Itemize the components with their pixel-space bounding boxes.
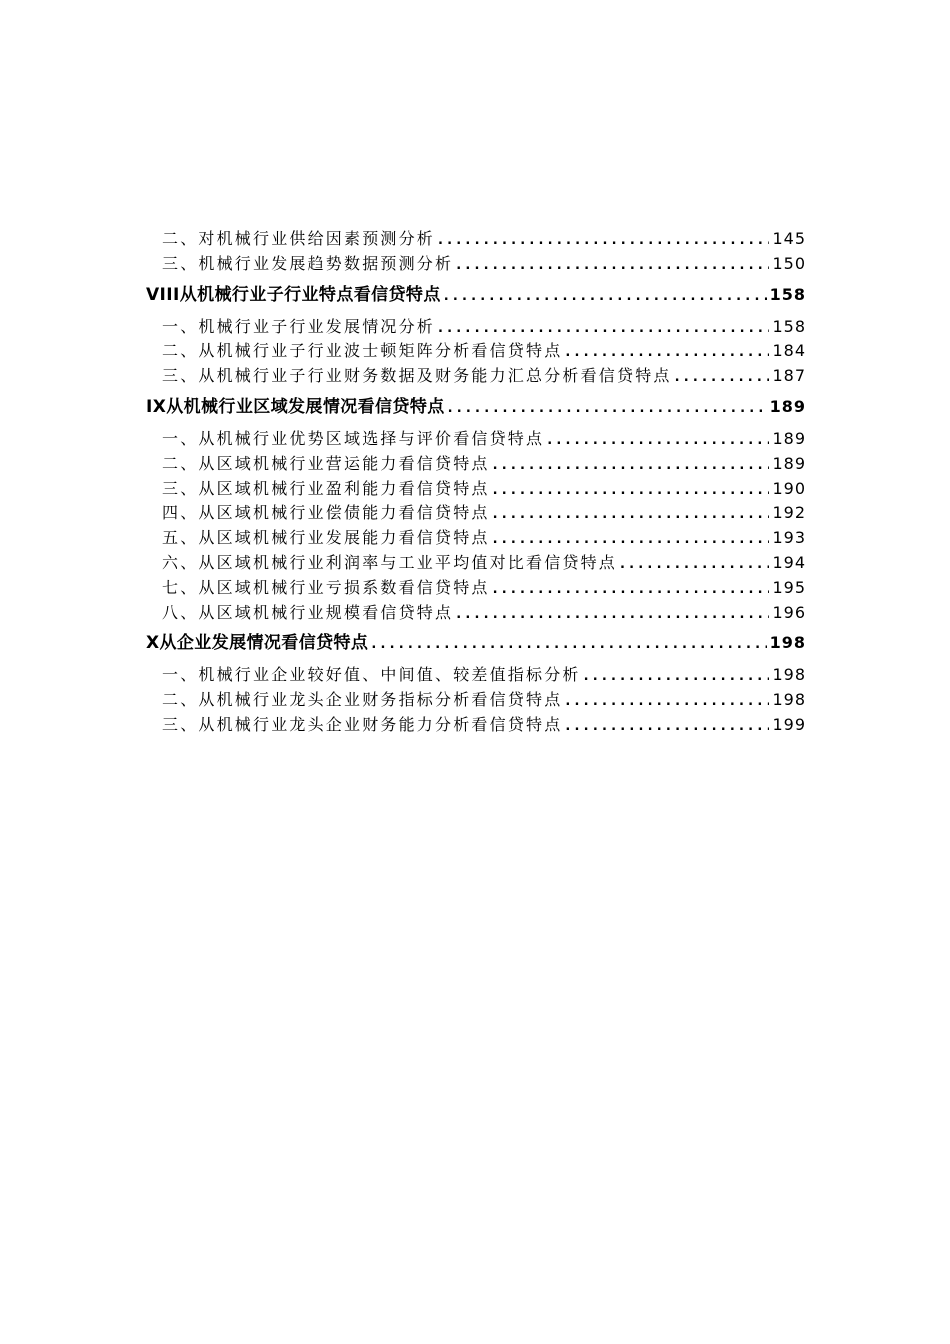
toc-entry-page: 145 bbox=[772, 229, 806, 248]
toc-entry[interactable] bbox=[146, 550, 806, 575]
toc-entry[interactable] bbox=[146, 575, 806, 600]
dot-leader bbox=[584, 669, 770, 684]
dot-leader bbox=[444, 289, 767, 304]
toc-entry-page: 158 bbox=[772, 316, 806, 336]
toc-entry[interactable] bbox=[146, 251, 806, 276]
toc-chapter-title: VIII从机械行业子行业特点看信贷特点 bbox=[146, 284, 441, 305]
toc-entry-page: 184 bbox=[772, 341, 806, 361]
toc-entry-title: 三、机械行业发展趋势数据预测分析 bbox=[162, 253, 454, 273]
toc-entry[interactable] bbox=[146, 451, 806, 476]
toc-entry-page: 193 bbox=[772, 528, 806, 548]
toc-entry[interactable] bbox=[146, 500, 806, 525]
toc-entry-title: 六、从区域机械行业利润率与工业平均值对比看信贷特点 bbox=[162, 552, 618, 572]
toc-chapter-title: X从企业发展情况看信贷特点 bbox=[146, 633, 369, 654]
toc-entry[interactable] bbox=[146, 712, 806, 737]
toc-entry[interactable] bbox=[146, 600, 806, 625]
dot-leader bbox=[565, 719, 769, 734]
toc-chapter[interactable] bbox=[146, 388, 806, 426]
toc-entry-title: 一、从机械行业优势区域选择与评价看信贷特点 bbox=[162, 428, 545, 448]
toc-entry[interactable] bbox=[146, 662, 806, 687]
toc-entry-page: 189 bbox=[772, 428, 806, 448]
toc-entry-page: 189 bbox=[772, 453, 806, 473]
toc-chapter[interactable] bbox=[146, 276, 806, 314]
toc-entry-page: 196 bbox=[772, 602, 806, 622]
dot-leader bbox=[493, 458, 770, 473]
toc-entry-page: 150 bbox=[772, 253, 806, 273]
dot-leader bbox=[565, 694, 769, 709]
toc-entry-title: 二、从机械行业子行业波士顿矩阵分析看信贷特点 bbox=[162, 341, 563, 361]
toc-entry-title: 五、从区域机械行业发展能力看信贷特点 bbox=[162, 528, 490, 548]
toc-entry-page: 192 bbox=[772, 503, 806, 523]
toc-entry-title: 二、对机械行业供给因素预测分析 bbox=[162, 229, 436, 248]
toc-chapter-page: 158 bbox=[769, 284, 806, 304]
dot-leader bbox=[448, 401, 767, 416]
dot-leader bbox=[565, 345, 769, 360]
toc-entry[interactable] bbox=[146, 426, 806, 451]
toc-entry-title: 四、从区域机械行业偿债能力看信贷特点 bbox=[162, 503, 490, 523]
dot-leader bbox=[371, 637, 766, 652]
dot-leader bbox=[620, 557, 769, 572]
toc-entry-page: 195 bbox=[772, 577, 806, 597]
toc-entry-page: 199 bbox=[772, 714, 806, 734]
dot-leader bbox=[493, 532, 770, 547]
dot-leader bbox=[456, 607, 769, 622]
toc-entry-title: 一、机械行业企业较好值、中间值、较差值指标分析 bbox=[162, 665, 581, 685]
toc-entry-title: 七、从区域机械行业亏损系数看信贷特点 bbox=[162, 577, 490, 597]
toc-chapter[interactable] bbox=[146, 624, 806, 662]
dot-leader bbox=[438, 233, 769, 248]
table-of-contents bbox=[146, 226, 806, 737]
toc-entry-title: 三、从区域机械行业盈利能力看信贷特点 bbox=[162, 478, 490, 498]
toc-entry-page: 198 bbox=[772, 665, 806, 685]
toc-entry-title: 三、从机械行业子行业财务数据及财务能力汇总分析看信贷特点 bbox=[162, 366, 672, 386]
toc-entry-page: 190 bbox=[772, 478, 806, 498]
dot-leader bbox=[547, 433, 769, 448]
toc-entry[interactable] bbox=[146, 525, 806, 550]
toc-entry[interactable] bbox=[146, 476, 806, 501]
toc-entry-title: 八、从区域机械行业规模看信贷特点 bbox=[162, 602, 454, 622]
dot-leader bbox=[493, 582, 770, 597]
dot-leader bbox=[493, 483, 770, 498]
toc-entry-title: 一、机械行业子行业发展情况分析 bbox=[162, 316, 436, 336]
dot-leader bbox=[438, 321, 769, 336]
toc-entry-page: 198 bbox=[772, 690, 806, 710]
toc-entry[interactable] bbox=[146, 687, 806, 712]
toc-entry-page: 194 bbox=[772, 552, 806, 572]
dot-leader bbox=[675, 370, 770, 385]
dot-leader bbox=[456, 258, 769, 273]
toc-entry-title: 二、从机械行业龙头企业财务指标分析看信贷特点 bbox=[162, 690, 563, 710]
toc-entry-page: 187 bbox=[772, 366, 806, 386]
toc-entry[interactable] bbox=[146, 314, 806, 339]
toc-entry[interactable] bbox=[146, 338, 806, 363]
toc-chapter-page: 198 bbox=[769, 633, 806, 653]
toc-chapter-title: IX从机械行业区域发展情况看信贷特点 bbox=[146, 396, 445, 417]
dot-leader bbox=[493, 507, 770, 522]
toc-entry[interactable] bbox=[146, 226, 806, 251]
toc-entry-title: 二、从区域机械行业营运能力看信贷特点 bbox=[162, 453, 490, 473]
toc-entry-title: 三、从机械行业龙头企业财务能力分析看信贷特点 bbox=[162, 714, 563, 734]
toc-entry[interactable] bbox=[146, 363, 806, 388]
toc-chapter-page: 189 bbox=[769, 396, 806, 416]
